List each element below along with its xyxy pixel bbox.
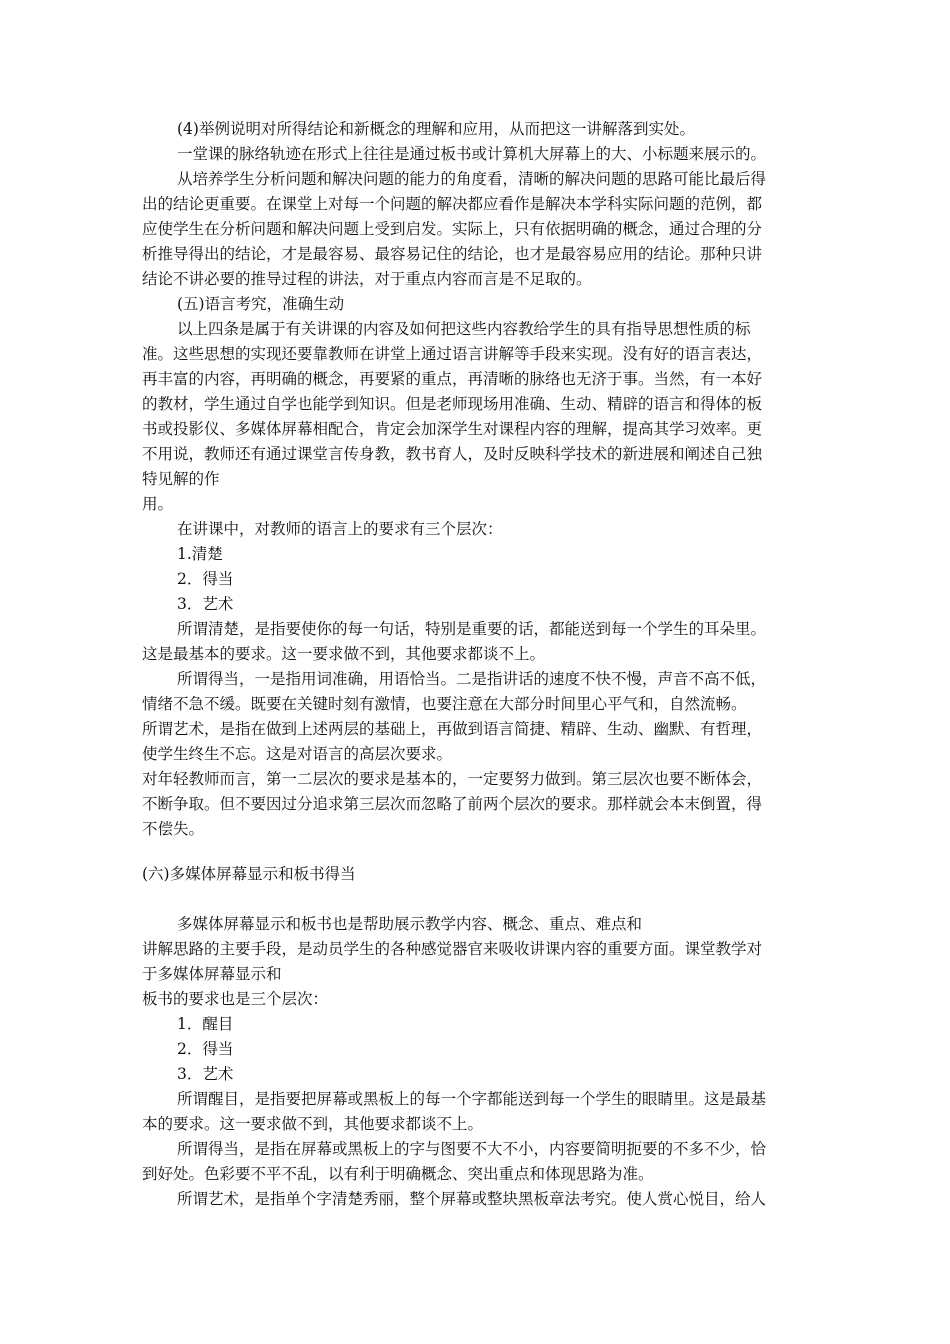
text-line: 对年轻教师而言，第一二层次的要求是基本的，一定要努力做到。第三层次也要不断体会， (142, 770, 763, 788)
section-heading: (六)多媒体屏幕显示和板书得当 (142, 865, 356, 883)
text-line: 多媒体屏幕显示和板书也是帮助展示教学内容、概念、重点、难点和 (177, 915, 643, 933)
text-line: 特见解的作 (142, 470, 220, 488)
text-line: 析推导得出的结论，才是最容易、最容易记住的结论，也才是最容易应用的结论。那种只讲 (142, 245, 763, 263)
text-line: 一堂课的脉络轨迹在形式上往往是通过板书或计算机大屏幕上的大、小标题来展示的。 (177, 145, 767, 163)
text-line: 结论不讲必要的推导过程的讲法，对于重点内容而言是不足取的。 (142, 270, 592, 288)
text-line: 的教材，学生通过自学也能学到知识。但是老师现场用准确、生动、精辟的语言和得体的板 (142, 395, 763, 413)
text-line: 情绪不急不缓。既要在关键时刻有激情，也要注意在大部分时间里心平气和，自然流畅。 (142, 695, 747, 713)
text-line: 所谓得当，一是指用词准确，用语恰当。二是指讲话的速度不快不慢，声音不高不低， (177, 670, 767, 688)
list-item: 1.清楚 (177, 545, 223, 563)
text-line: 用。 (142, 495, 174, 513)
list-item: 2．得当 (177, 570, 234, 588)
text-line: 不断争取。但不要因过分追求第三层次而忽略了前两个层次的要求。那样就会本末倒置，得 (142, 795, 763, 813)
text-line: 使学生终生不忘。这是对语言的高层次要求。 (142, 745, 453, 763)
text-line: 不用说，教师还有通过课堂言传身教，教书育人，及时反映科学技术的新进展和阐述自己独 (142, 445, 763, 463)
section-heading: (五)语言考究，准确生动 (177, 295, 345, 313)
text-line: 本的要求。这一要求做不到，其他要求都谈不上。 (142, 1115, 484, 1133)
text-line: 不偿失。 (142, 820, 205, 838)
list-item: 3．艺术 (177, 1065, 234, 1083)
text-line: 在讲课中，对教师的语言上的要求有三个层次： (177, 520, 503, 538)
text-line: 准。这些思想的实现还要靠教师在讲堂上通过语言讲解等手段来实现。没有好的语言表达， (142, 345, 763, 363)
text-line: 所谓清楚，是指要使你的每一句话，特别是重要的话，都能送到每一个学生的耳朵里。 (177, 620, 767, 638)
text-line: 于多媒体屏幕显示和 (142, 965, 282, 983)
list-item: 2．得当 (177, 1040, 234, 1058)
text-line: 再丰富的内容，再明确的概念，再要紧的重点，再清晰的脉络也无济于事。当然，有一本好 (142, 370, 763, 388)
text-line: 讲解思路的主要手段，是动员学生的各种感觉器官来吸收讲课内容的重要方面。课堂教学对 (142, 940, 763, 958)
text-line: 板书的要求也是三个层次： (142, 990, 329, 1008)
text-line: 到好处。色彩要不平不乱，以有利于明确概念、突出重点和体现思路为准。 (142, 1165, 654, 1183)
text-line: 出的结论更重要。在课堂上对每一个问题的解决都应看作是解决本学科实际问题的范例，都 (142, 195, 763, 213)
list-item: 3．艺术 (177, 595, 234, 613)
text-line: 所谓醒目，是指要把屏幕或黑板上的每一个字都能送到每一个学生的眼睛里。这是最基 (177, 1090, 767, 1108)
list-item: 1．醒目 (177, 1015, 234, 1033)
text-line: 书或投影仪、多媒体屏幕相配合，肯定会加深学生对课程内容的理解，提高其学习效率。更 (142, 420, 763, 438)
text-line: 所谓艺术，是指单个字清楚秀丽，整个屏幕或整块黑板章法考究。使人赏心悦目，给人 (177, 1190, 767, 1208)
text-line: 从培养学生分析问题和解决问题的能力的角度看，清晰的解决问题的思路可能比最后得 (177, 170, 767, 188)
text-line: (4)举例说明对所得结论和新概念的理解和应用，从而把这一讲解落到实处。 (177, 120, 695, 138)
text-line: 应使学生在分析问题和解决问题上受到启发。实际上，只有依据明确的概念，通过合理的分 (142, 220, 763, 238)
text-line: 以上四条是属于有关讲课的内容及如何把这些内容教给学生的具有指导思想性质的标 (177, 320, 751, 338)
text-line: 这是最基本的要求。这一要求做不到，其他要求都谈不上。 (142, 645, 546, 663)
text-line: 所谓得当，是指在屏幕或黑板上的字与图要不大不小，内容要简明扼要的不多不少，恰 (177, 1140, 767, 1158)
text-line: 所谓艺术，是指在做到上述两层的基础上，再做到语言简捷、精辟、生动、幽默、有哲理， (142, 720, 763, 738)
